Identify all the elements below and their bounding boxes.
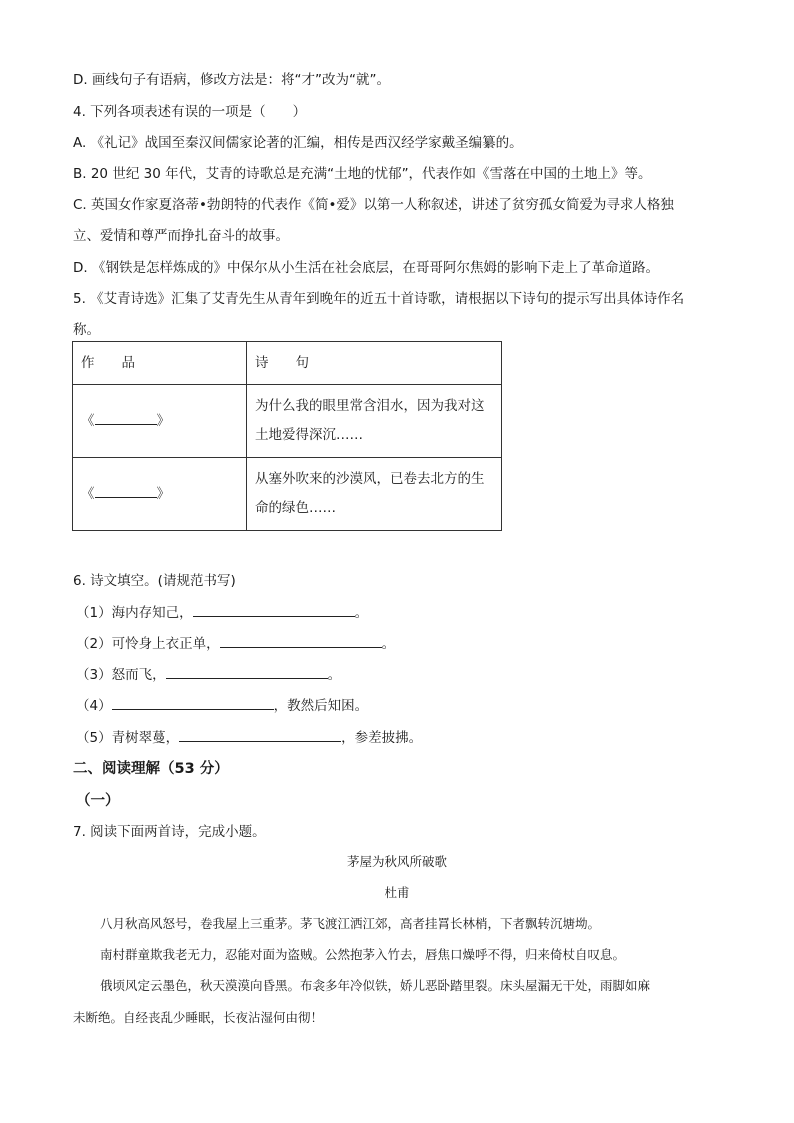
q6-item-3	[76, 663, 341, 683]
work-answer-cell-1	[73, 385, 247, 458]
q6-item-2	[76, 632, 395, 652]
fill-blank[interactable]	[179, 727, 341, 742]
q4-option-d: D. 《钢铁是怎样炼成的》中保尔从小生活在社会底层，在哥哥阿尔焦姆的影响下走上了革命道路。	[73, 260, 659, 276]
poem-author: 杜甫	[384, 885, 410, 900]
poem-line-4: 未断绝。自经丧乱少睡眠，长夜沾湿何由彻！	[73, 1010, 324, 1025]
poem-line-1: 八月秋高风怒号，卷我屋上三重茅。茅飞渡江洒江郊，高者挂罥长林梢，下者飘转沉塘坳。	[100, 916, 601, 931]
fill-blank[interactable]	[193, 602, 355, 617]
verse-cell-1	[247, 385, 502, 458]
work-answer-cell-2	[73, 458, 247, 531]
header-work: 作 品	[73, 342, 247, 385]
item-text: （4）	[76, 698, 112, 714]
q6-item-4	[76, 694, 368, 714]
verse-cell-2	[247, 458, 502, 531]
q4-option-b: B. 20 世纪 30 年代，艾青的诗歌总是充满“土地的忧郁”，代表作如《雪落在中国的土地上》等。	[73, 166, 652, 182]
item-text: 。	[381, 636, 396, 652]
answer-blank-1[interactable]	[95, 412, 157, 425]
part-label: （一）	[76, 793, 120, 809]
close-bracket: 》	[156, 412, 170, 429]
item-text: ，参差披拂。	[341, 730, 423, 746]
table-header-row	[73, 342, 502, 385]
verse-line: 为什么我的眼里常含泪水，因为我对这	[255, 398, 485, 414]
table-row	[73, 385, 502, 458]
poem-title: 茅屋为秋风所破歌	[346, 854, 447, 869]
table-row	[73, 458, 502, 531]
q3-option-d: D. 画线句子有语病，修改方法是：将“才”改为“就”。	[73, 72, 390, 88]
verse-line: 土地爱得深沉……	[255, 427, 363, 443]
item-text: 。	[327, 667, 342, 683]
q5-stem-line1: 5. 《艾青诗选》汇集了艾青先生从青年到晚年的近五十首诗歌，请根据以下诗句的提示写出具体诗作名	[73, 291, 685, 307]
q7-stem: 7. 阅读下面两首诗，完成小题。	[73, 824, 266, 840]
poem-line-2: 南村群童欺我老无力，忍能对面为盗贼。公然抱茅入竹去，唇焦口燥呼不得，归来倚杖自叹息。	[100, 947, 626, 962]
poem-line-3: 俄顷风定云墨色，秋天漠漠向昏黑。布衾多年冷似铁，娇儿恶卧踏里裂。床头屋漏无干处，雨脚如麻	[100, 978, 651, 993]
verse-line: 从塞外吹来的沙漠风，已卷去北方的生	[255, 471, 485, 487]
answer-blank-2[interactable]	[95, 485, 157, 498]
fill-blank[interactable]	[166, 664, 328, 679]
poem-title-table	[72, 341, 502, 531]
item-text: （3）怒而飞，	[76, 667, 166, 683]
q4-option-c-line1: C. 英国女作家夏洛蒂•勃朗特的代表作《简•爱》以第一人称叙述，讲述了贫穷孤女简爱为寻求人格独	[73, 197, 674, 213]
verse-line: 命的绿色……	[255, 500, 336, 516]
fill-blank[interactable]	[220, 633, 382, 648]
q5-stem-line2: 称。	[73, 322, 100, 338]
section-heading: 二、阅读理解（53 分）	[73, 761, 229, 777]
q6-item-5	[76, 726, 422, 746]
header-verse: 诗 句	[247, 342, 502, 385]
q4-stem: 4. 下列各项表述有误的一项是（ ）	[73, 104, 307, 120]
item-text: （5）青树翠蔓，	[76, 730, 180, 746]
q4-option-c-line2: 立、爱情和尊严而挣扎奋斗的故事。	[73, 228, 289, 244]
item-text: 。	[354, 605, 369, 621]
item-text: （1）海内存知己，	[76, 605, 193, 621]
fill-blank[interactable]	[112, 695, 274, 710]
q6-stem: 6. 诗文填空。(请规范书写)	[73, 573, 236, 589]
q6-item-1	[76, 601, 368, 621]
open-bracket: 《	[81, 412, 95, 429]
item-text: ，教然后知困。	[273, 698, 369, 714]
close-bracket: 》	[156, 485, 170, 502]
item-text: （2）可怜身上衣正单，	[76, 636, 220, 652]
open-bracket: 《	[81, 485, 95, 502]
q4-option-a: A. 《礼记》战国至秦汉间儒家论著的汇编，相传是西汉经学家戴圣编纂的。	[73, 135, 523, 151]
